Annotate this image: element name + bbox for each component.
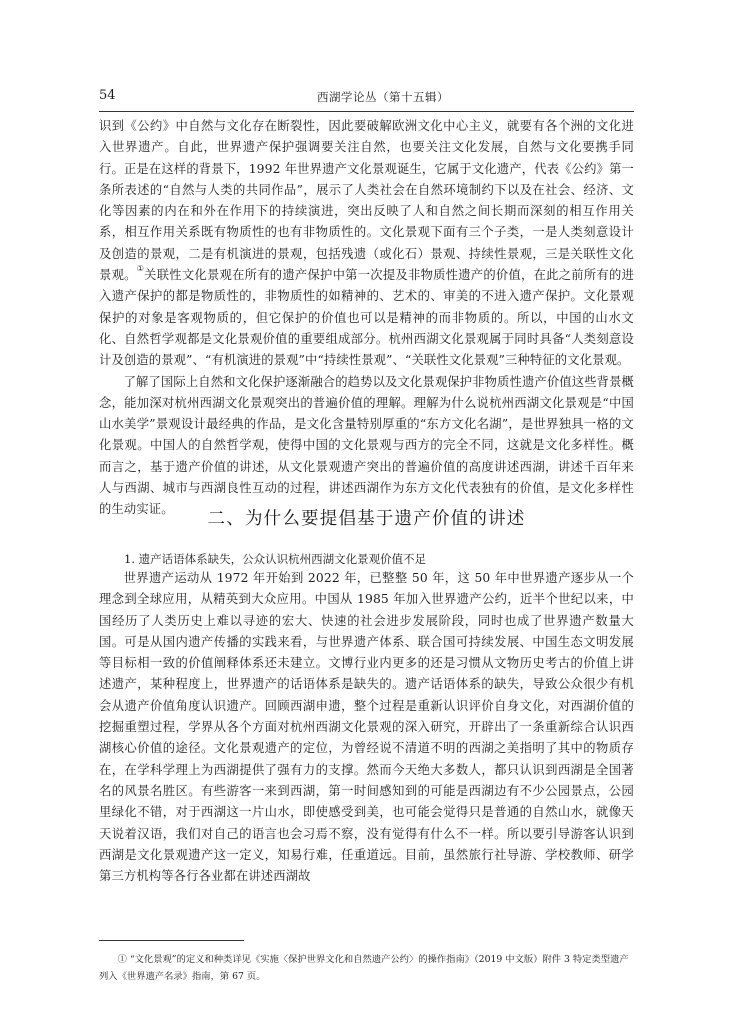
- paragraph-1-cont: 关联性文化景观在所有的遗产保护中第一次提及非物质性遗产的价值，在此之前所有的进入遗产保护的都是物质性的，非物质性的如精神的、艺术的、审美的不进入遗产保护。文化景观保护的对象是客观物质的，但它保护的价值也可以是精神的而非物质的。所以，中国的山水文化、自然哲学观都是文化景观价值的重要组成部分。杭州西湖文化景观属于同时具备“人类刻意设计及创造的景观”、“有机演进的景观”中“持续性景观”、“关联性文化景观”三种特征的文化景观。: [99, 268, 635, 368]
- body-text-top: [99, 116, 634, 521]
- running-title: 西湖学论丛（第十五辑）: [317, 90, 449, 104]
- page-number: 54: [99, 88, 116, 103]
- paragraph-1-text: 识到《公约》中自然与文化存在断裂性，因此要破解欧洲文化中心主义，就要有各个洲的文化进入世界遗产。自此，世界遗产保护强调要关注自然，也要关注文化发展，自然与文化要携手同行。正是在这样的背景下，1992 年世界遗产文化景观诞生，它属于文化遗产，代表《公约》第一条所表述的“自然与人类的共同作品”，展示了人类社会在自然环境制约下以及在社会、经济、文化等因素的内在和外在作用下的持续演进，突出反映了人和自然之间长期而深刻的相互作用关系，相互作用关系既有物质性的也有非物质性的。文化景观下面有三个子类，一是人类刻意设计及创造的景观，二是有机演进的景观，包括残遗（或化石）景观、持续性景观，三是关联性文化景观。: [99, 119, 634, 283]
- paragraph-2: 了解了国际上自然和文化保护逐渐融合的趋势以及文化景观保护非物质性遗产价值这些背景概念，能加深对杭州西湖文化景观突出的普遍价值的理解。理解为什么说杭州西湖文化景观是“中国山水美学”景观设计最经典的作品，是文化含量特别厚重的“东方文化名湖”，是世界独具一格的文化景观。中国人的自然哲学观，使得中国的文化景观与西方的完全不同，这就是文化多样性。概而言之，基于遗产价值的讲述，从文化景观遗产突出的普遍价值的高度讲述西湖，讲述千百年来人与西湖、城市与西湖良性互动的过程，讲述西湖作为东方文化代表独有的价值，是文化多样性的生动实证。: [99, 374, 634, 517]
- footnote-rule: [99, 940, 244, 941]
- footnote-marker: ①: [136, 264, 145, 274]
- header-rule: [99, 111, 634, 112]
- footnote-text: ① “文化景观”的定义和种类详见《实施〈保护世界文化和自然遗产公约〉的操作指南》（2019 中文版）附件 3 特定类型遗产列入《世界遗产名录》指南，第 67 页。: [99, 954, 629, 982]
- paragraph-1: [99, 116, 634, 372]
- paragraph-3: 世界遗产运动从 1972 年开始到 2022 年，已整整 50 年，这 50 年中世界遗产逐步从一个理念到全球应用，从精英到大众应用。中国从 1985 年加入世界遗产公约，近半个世纪以来，中国经历了人类历史上难以寻迹的宏大、快速的社会进步发展阶段，同时也成了世界遗产数量大国。可是从国内遗产传播的实践来看，与世界遗产体系、联合国可持续发展、中国生态文明发展等目标相一致的价值阐释体系还未建立。文博行业内更多的还是习惯从文物历史考古的价值上讲述遗产，某种程度上，世界遗产的话语体系是缺失的。遗产话语体系的缺失，导致公众很少有机会从遗产价值角度认识遗产。回顾西湖申遗，整个过程是重新认识评价自身文化，对西湖价值的挖掘重塑过程，学界从各个方面对杭州西湖文化景观的深入研究，开辟出了一条重新综合认识西湖核心价值的途径。文化景观遗产的定位，为曾经说不清道不明的西湖之美指明了其中的物质存在，在学科学理上为西湖提供了强有力的支撑。然而今天绝大多数人，都只认识到西湖是全国著名的风景名胜区。有些游客一来到西湖，第一时间感知到的可能是西湖边有不少公园景点，公园里绿化不错，对于西湖这一片山水，即使感受到美，也可能会觉得只是普通的自然山水，就像天天说着汉语，我们对自己的语言也会习焉不察，没有觉得有什么不一样。所以要引导游客认识到西湖是文化景观遗产这一定义，知易行难，任重道远。目前，虽然旅行社导游、学校教师、研学第三方机构等各行各业都在讲述西湖故: [99, 571, 634, 884]
- body-text-bottom: [99, 568, 634, 887]
- page-header: [99, 88, 634, 108]
- subsection-heading: 1. 遗产话语体系缺失，公众认识杭州西湖文化景观价值不足: [124, 552, 427, 566]
- section-heading: 二、为什么要提倡基于遗产价值的讲述: [207, 509, 526, 529]
